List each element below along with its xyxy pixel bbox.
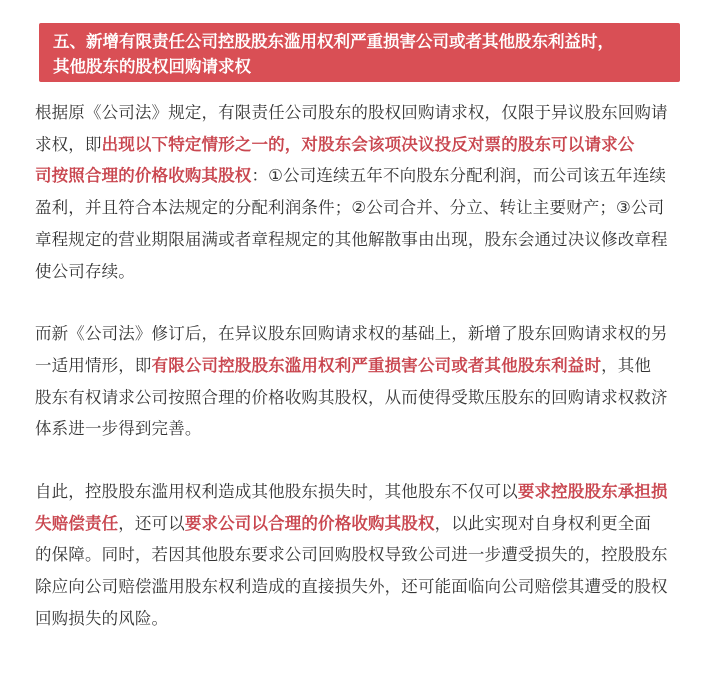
- paragraph-gap: [35, 287, 683, 318]
- body-text: 体系进一步得到完善。: [35, 419, 202, 439]
- body-text: 除应向公司赔偿滥用股东权利造成的直接损失外，还可能面临向公司赔偿其遭受的股权: [35, 577, 668, 597]
- body-text: 使公司存续。: [35, 261, 135, 281]
- body-text: 而新《公司法》修订后，在异议股东回购请求权的基础上，新增了股东回购请求权的另: [35, 324, 668, 344]
- paragraph-new-law: [35, 318, 683, 445]
- body-text: 股东有权请求公司按照合理的价格收购其股权，从而使得受欺压股东的回购请求权救济: [35, 387, 668, 407]
- section-heading-line-2: 其他股东的股权回购请求权: [53, 57, 251, 76]
- body-text: ，以此实现对自身权利更全面: [434, 513, 652, 533]
- paragraph-original-law: [35, 97, 683, 287]
- body-text: 的保障。同时，若因其他股东要求公司回购股权导致公司进一步遭受损失的，控股股东: [35, 545, 668, 565]
- body-text: 回购损失的风险。: [35, 608, 169, 628]
- highlighted-text: 失赔偿责任: [35, 513, 119, 533]
- body-text: ，其他: [601, 355, 652, 375]
- body-text: 自此，控股股东滥用权利造成其他股东损失时，其他股东不仅可以: [35, 482, 518, 502]
- highlighted-text: 要求公司以合理的价格收购其股权: [184, 513, 435, 533]
- body-text: 求权，即: [35, 134, 102, 154]
- section-heading-banner: [39, 23, 680, 82]
- body-text: 根据原《公司法》规定，有限责任公司股东的股权回购请求权，仅限于异议股东回购请: [35, 103, 668, 122]
- body-text: ：①公司连续五年不向股东分配利润，而公司该五年连续: [251, 166, 666, 186]
- article-body: [35, 97, 683, 635]
- paragraph-consequences: [35, 476, 683, 635]
- body-text: 一适用情形，即: [35, 355, 152, 375]
- highlighted-text: 有限公司控股股东滥用权利严重损害公司或者其他股东利益时: [151, 355, 602, 375]
- section-heading-line-1: 五、新增有限责任公司控股股东滥用权利严重损害公司或者其他股东利益时，: [53, 32, 614, 51]
- highlighted-text: 出现以下特定情形之一的，对股东会该项决议投反对票的股东可以请求公: [101, 134, 635, 154]
- highlighted-text: 要求控股股东承担损: [517, 482, 668, 502]
- body-text: 盈利，并且符合本法规定的分配利润条件；②公司合并、分立、转让主要财产；③公司: [35, 198, 665, 218]
- body-text: ，还可以: [118, 513, 185, 533]
- paragraph-gap: [35, 445, 683, 476]
- body-text: 章程规定的营业期限届满或者章程规定的其他解散事由出现，股东会通过决议修改章程: [35, 229, 668, 249]
- highlighted-text: 司按照合理的价格收购其股权: [35, 166, 252, 186]
